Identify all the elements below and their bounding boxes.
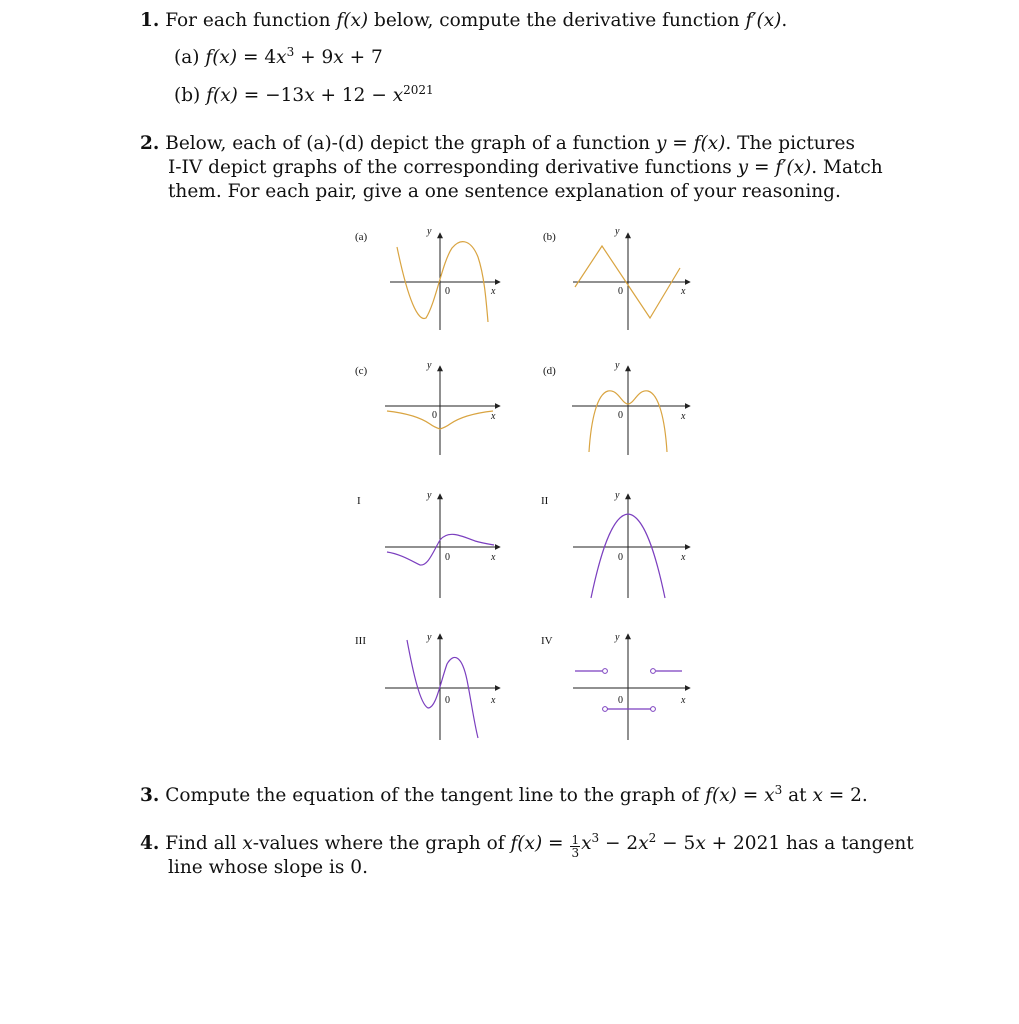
graph-I-origin: 0 — [445, 552, 450, 563]
q1-number: 1. — [140, 10, 160, 31]
graph-II-y-label: y — [615, 490, 620, 501]
graph-II-origin: 0 — [618, 552, 623, 563]
graph-a-y-label: y — [427, 226, 432, 237]
graph-IV-x-label: x — [681, 695, 686, 706]
graph-IV-open-point — [603, 669, 608, 674]
graph-II-label: II — [541, 495, 549, 507]
graph-III-y-label: y — [427, 632, 432, 643]
graph-b-x-label: x — [681, 286, 686, 297]
graph-b-origin: 0 — [618, 286, 623, 297]
graph-d-x-label: x — [681, 411, 686, 422]
graph-IV-y-label: y — [615, 632, 620, 643]
graph-I-label: I — [357, 495, 361, 507]
graph-a-x-label: x — [491, 286, 496, 297]
q4-line-1: 4. Find all x-values where the graph of f(x) = $\frac{1}{3}$ $x^3 - 2x^2 - 5x + 2021$ has a tangent — [140, 831, 914, 860]
graph-I-x-label: x — [491, 552, 496, 563]
graph-d-origin: 0 — [618, 410, 623, 421]
q3-number: 3. — [140, 785, 160, 806]
graph-b-y-label: y — [615, 226, 620, 237]
graph-IV-open-point — [651, 707, 656, 712]
graph-IV-origin: 0 — [618, 695, 623, 706]
graph-II-x-label: x — [681, 552, 686, 563]
q1-prompt: 1. For each function f(x) below, compute the derivative function f′(x). — [140, 10, 788, 31]
graph-a — [355, 226, 500, 330]
graph-III-curve — [407, 640, 478, 738]
one-third-fraction: $\frac{1}{3}$ — [571, 833, 580, 860]
graph-b — [543, 226, 690, 330]
graph-d-y-label: y — [615, 360, 620, 371]
q2-number: 2. — [140, 133, 160, 154]
q1a: (a) $f(x) = 4x^3 + 9x + 7$ — [174, 45, 383, 68]
graph-c-origin: 0 — [432, 410, 437, 421]
graph-c-y-label: y — [427, 360, 432, 371]
graph-IV-label: IV — [541, 635, 553, 647]
graph-IV-open-point — [603, 707, 608, 712]
graph-c-x-label: x — [491, 411, 496, 422]
graph-I-y-label: y — [427, 490, 432, 501]
graph-a-origin: 0 — [445, 286, 450, 297]
q2-line-2: I-IV depict graphs of the corresponding derivative functions y = f′(x). Match — [168, 157, 883, 178]
graph-d — [543, 360, 690, 455]
graph-b-label: (b) — [543, 231, 556, 243]
graph-d-label: (d) — [543, 365, 556, 377]
graph-II — [541, 490, 690, 598]
q4-line-2: line whose slope is 0. — [168, 857, 368, 878]
graph-III-origin: 0 — [445, 695, 450, 706]
q1b: (b) $f(x) = -13x + 12 - x^{2021}$ — [174, 83, 434, 106]
graph-c-label: (c) — [355, 365, 368, 377]
graph-III — [355, 632, 500, 740]
graph-IV-open-point — [651, 669, 656, 674]
q2-line-3: them. For each pair, give a one sentence explanation of your reasoning. — [168, 181, 841, 202]
graph-III-label: III — [355, 635, 366, 647]
graph-III-x-label: x — [491, 695, 496, 706]
graph-IV — [541, 632, 690, 740]
q4-number: 4. — [140, 833, 160, 854]
graph-c — [355, 360, 500, 455]
q3: 3. Compute the equation of the tangent line to the graph of $f(x) = x^3$ at x = 2. — [140, 783, 868, 806]
graph-a-label: (a) — [355, 231, 368, 243]
q2-line-1: 2. Below, each of (a)-(d) depict the graph of a function y = f(x). The pictures — [140, 133, 855, 154]
graph-I — [357, 490, 500, 598]
